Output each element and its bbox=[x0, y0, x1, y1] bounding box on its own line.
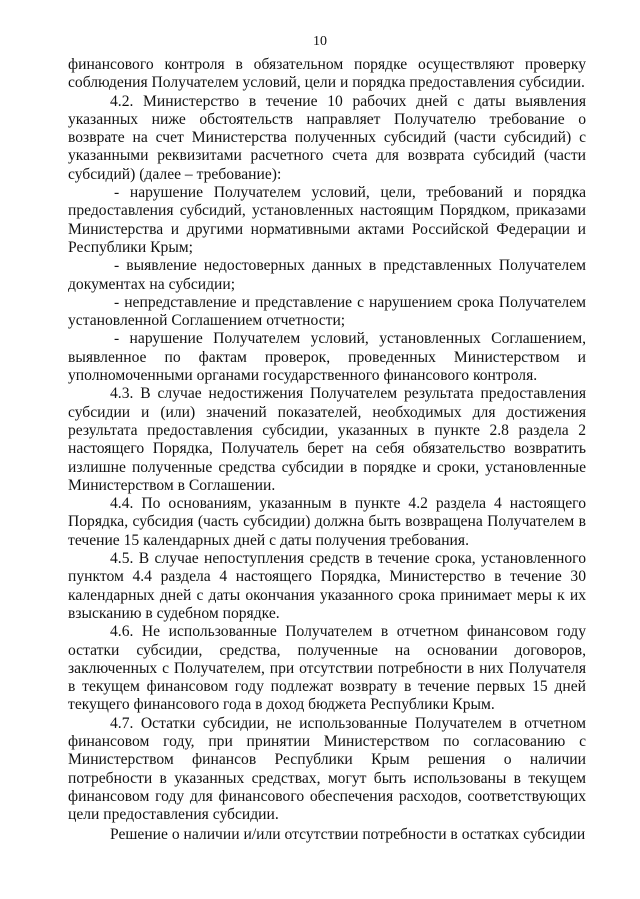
bullet-item: - непредставление и представление с нарушением срока Получателем установленной Соглашением отчетности; bbox=[68, 293, 586, 330]
page-number: 10 bbox=[313, 34, 327, 49]
paragraph-decision: Решение о наличии и/или отсутствии потребности в остатках субсидии bbox=[110, 826, 586, 844]
paragraph-4-3: 4.3. В случае недостижения Получателем результата предоставления субсидии и (или) значений показателей, необходимых для достижения результата предоставления субсидии, указанных в пункте 2.8 раздела 2 настоящего Порядка, Получатель берет на себя обязательство возвратить излишне полученные средства субсидии в порядке и сроки, установленные Министерством в Соглашении. bbox=[68, 385, 586, 494]
bullet-item: - выявление недостоверных данных в представленных Получателем документах на субсидии; bbox=[68, 257, 586, 293]
bullet-item: - нарушение Получателем условий, установленных Соглашением, выявленное по фактам проверок, проведенных Министерством и уполномоченными органами государственного финансового контроля. bbox=[68, 330, 586, 385]
paragraph-4-4: 4.4. По основаниям, указанным в пункте 4.2 раздела 4 настоящего Порядка, субсидия (часть субсидии) должна быть возвращена Получателем в течение 15 календарных дней с даты получения требования. bbox=[68, 495, 586, 549]
paragraph-intro: финансового контроля в обязательном порядке осуществляют проверку соблюдения Получателем условий, цели и порядка предоставления субсидии. bbox=[68, 56, 586, 92]
paragraph-4-6: 4.6. Не использованные Получателем в отчетном финансовом году остатки субсидии, средства, полученные на основании договоров, заключенных с Получателем, при отсутствии потребности в них Получателя в текущем финансовом году подлежат возврату в течение первых 15 дней текущего финансового года в доход бюджета Республики Крым. bbox=[68, 623, 586, 714]
document-body bbox=[68, 56, 586, 845]
bullet-item: - нарушение Получателем условий, цели, требований и порядка предоставления субсидий, установленных настоящим Порядком, приказами Министерства и другими нормативными актами Российской Федерации и Республики Крым; bbox=[68, 184, 586, 256]
paragraph-4-5: 4.5. В случае непоступления средств в течение срока, установленного пунктом 4.4 раздела 4 настоящего Порядка, Министерство в течение 30 календарных дней с даты окончания указанного срока принимает меры к их взысканию в судебном порядке. bbox=[68, 550, 586, 622]
paragraph-4-7: 4.7. Остатки субсидии, не использованные Получателем в отчетном финансовом году, при принятии Министерством по согласованию с Министерством финансов Республики Крым решения о наличии потребности в указанных средствах, могут быть использованы в текущем финансовом году для финансового обеспечения расходов, соответствующих цели предоставления субсидии. bbox=[68, 714, 586, 824]
paragraph-4-2: 4.2. Министерство в течение 10 рабочих дней с даты выявления указанных ниже обстоятельств направляет Получателю требование о возврате на счет Министерства полученных субсидий (части субсидий) с указанными реквизитами расчетного счета для возврата субсидий (части субсидий) (далее – требование): bbox=[68, 92, 586, 183]
